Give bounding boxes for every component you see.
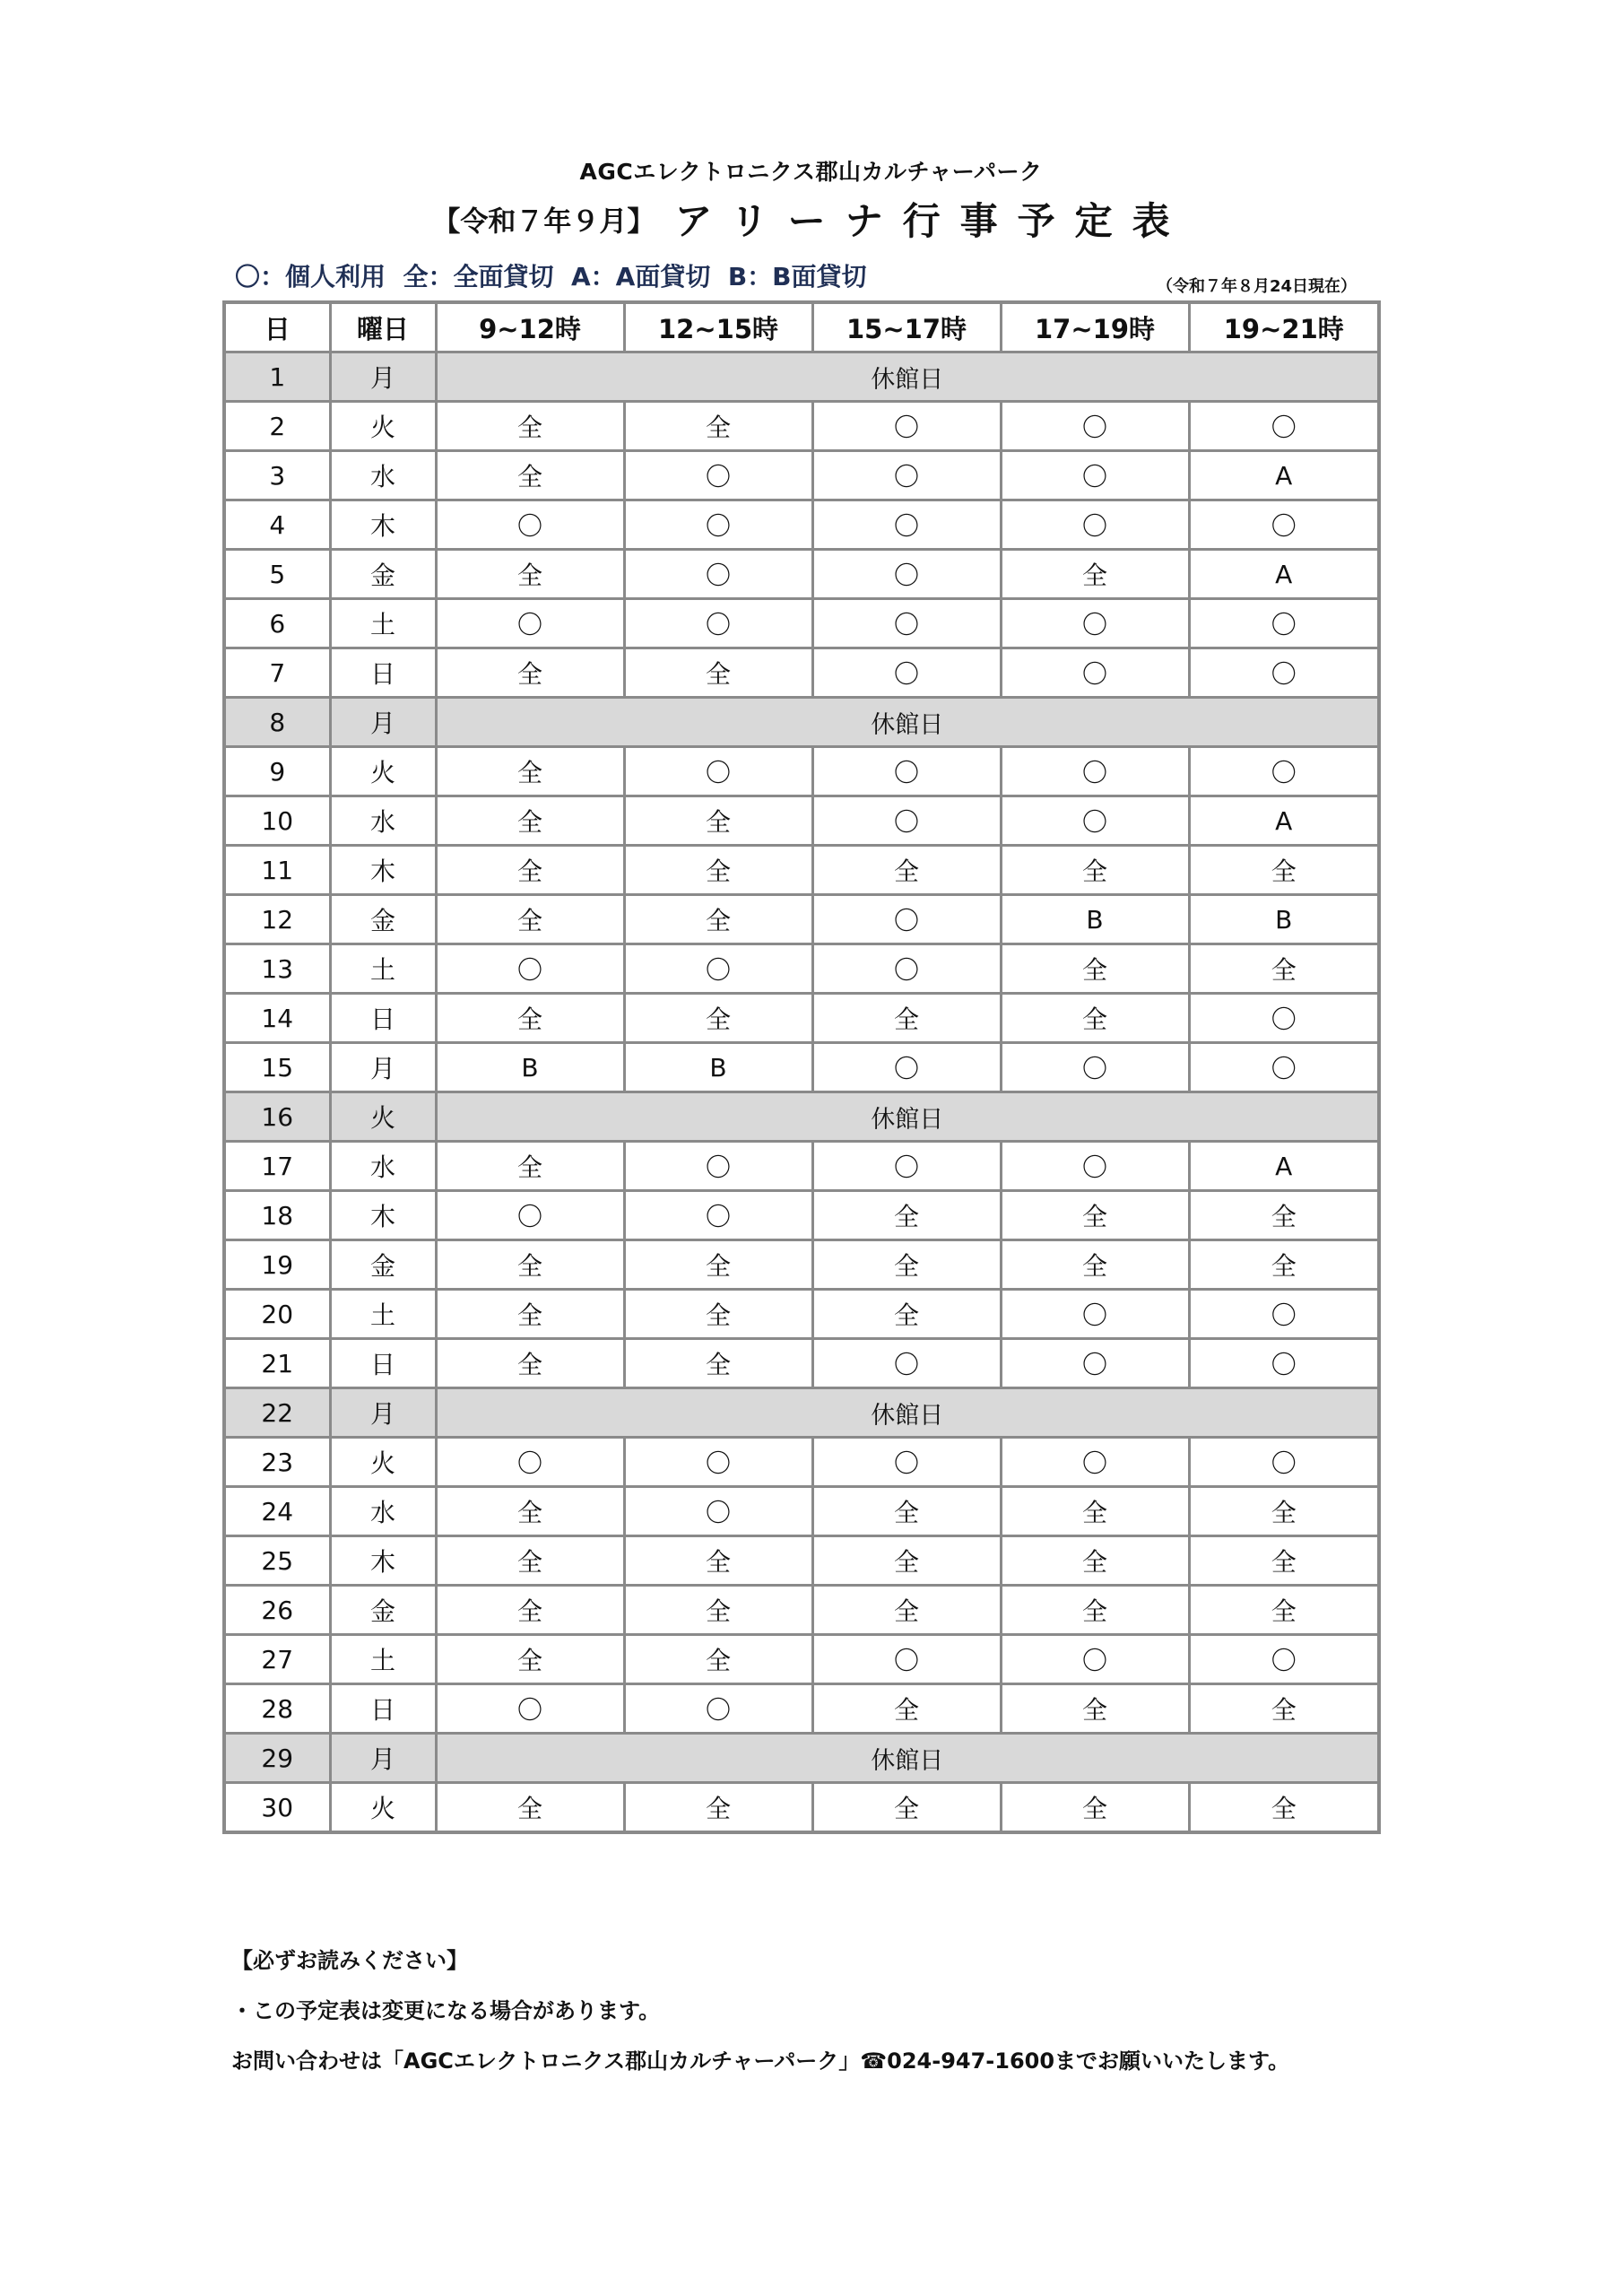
slot-cell: 〇: [624, 1438, 812, 1487]
slot-cell: 全: [812, 994, 1001, 1043]
slot-cell: 全: [436, 747, 624, 796]
table-row: [224, 1487, 1379, 1536]
day-cell: 30: [224, 1783, 330, 1833]
slot-cell: 全: [436, 796, 624, 846]
table-row: [224, 599, 1379, 648]
weekday-cell: 日: [330, 648, 436, 698]
slot-cell: 全: [624, 846, 812, 895]
slot-cell: 〇: [436, 1438, 624, 1487]
slot-cell: 全: [624, 1536, 812, 1586]
slot-cell: 全: [1189, 1684, 1379, 1734]
day-cell: 27: [224, 1635, 330, 1684]
day-cell: 13: [224, 944, 330, 994]
slot-cell: 全: [436, 895, 624, 944]
slot-cell: 〇: [1001, 402, 1189, 451]
page-title: [0, 192, 1622, 246]
slot-cell: 全: [436, 846, 624, 895]
slot-cell: 〇: [436, 1191, 624, 1240]
weekday-cell: 火: [330, 402, 436, 451]
slot-cell: A: [1189, 1142, 1379, 1191]
closed-day-cell: 休館日: [436, 1388, 1379, 1438]
column-header-slot-4: 17~19時: [1001, 302, 1189, 352]
schedule-body: [224, 352, 1379, 1833]
slot-cell: 全: [1001, 1536, 1189, 1586]
day-cell: 16: [224, 1092, 330, 1142]
slot-cell: 〇: [624, 599, 812, 648]
day-cell: 6: [224, 599, 330, 648]
day-cell: 11: [224, 846, 330, 895]
weekday-cell: 日: [330, 994, 436, 1043]
slot-cell: 〇: [1189, 402, 1379, 451]
notes: [231, 1935, 1289, 2086]
day-cell: 2: [224, 402, 330, 451]
slot-cell: 〇: [812, 895, 1001, 944]
weekday-cell: 月: [330, 1734, 436, 1783]
slot-cell: 〇: [812, 944, 1001, 994]
slot-cell: 全: [812, 1290, 1001, 1339]
slot-cell: 全: [1001, 1783, 1189, 1833]
table-row: [224, 1635, 1379, 1684]
slot-cell: 〇: [1189, 1043, 1379, 1092]
slot-cell: 全: [436, 1635, 624, 1684]
day-cell: 14: [224, 994, 330, 1043]
slot-cell: 〇: [1189, 1438, 1379, 1487]
slot-cell: 全: [1001, 1240, 1189, 1290]
table-row: [224, 994, 1379, 1043]
slot-cell: 全: [1189, 1783, 1379, 1833]
table-row: [224, 1438, 1379, 1487]
slot-cell: 〇: [624, 500, 812, 550]
day-cell: 23: [224, 1438, 330, 1487]
slot-cell: 〇: [436, 599, 624, 648]
table-row: [224, 1684, 1379, 1734]
column-header-slot-5: 19~21時: [1189, 302, 1379, 352]
table-row-closed: [224, 698, 1379, 747]
slot-cell: 全: [624, 1240, 812, 1290]
table-row: [224, 895, 1379, 944]
slot-cell: 〇: [1189, 994, 1379, 1043]
day-cell: 10: [224, 796, 330, 846]
slot-cell: 〇: [1001, 500, 1189, 550]
slot-cell: 全: [1001, 944, 1189, 994]
slot-cell: 全: [1001, 846, 1189, 895]
slot-cell: 全: [1189, 944, 1379, 994]
table-row: [224, 846, 1379, 895]
table-row-closed: [224, 1734, 1379, 1783]
slot-cell: 〇: [1189, 599, 1379, 648]
slot-cell: A: [1189, 451, 1379, 500]
slot-cell: 全: [624, 1290, 812, 1339]
weekday-cell: 月: [330, 698, 436, 747]
slot-cell: 全: [1001, 1487, 1189, 1536]
table-row: [224, 451, 1379, 500]
table-row: [224, 402, 1379, 451]
slot-cell: 全: [1189, 1586, 1379, 1635]
slot-cell: 〇: [812, 402, 1001, 451]
slot-cell: 全: [812, 1586, 1001, 1635]
notes-heading: 【必ずお読みください】: [231, 1948, 468, 1973]
slot-cell: 全: [436, 648, 624, 698]
day-cell: 15: [224, 1043, 330, 1092]
weekday-cell: 金: [330, 550, 436, 599]
slot-cell: 〇: [1001, 1043, 1189, 1092]
slot-cell: 全: [1189, 846, 1379, 895]
weekday-cell: 金: [330, 1586, 436, 1635]
weekday-cell: 日: [330, 1684, 436, 1734]
weekday-cell: 水: [330, 1142, 436, 1191]
weekday-cell: 木: [330, 500, 436, 550]
table-row: [224, 1339, 1379, 1388]
weekday-cell: 土: [330, 599, 436, 648]
column-header-slot-2: 12~15時: [624, 302, 812, 352]
day-cell: 29: [224, 1734, 330, 1783]
weekday-cell: 水: [330, 1487, 436, 1536]
slot-cell: 全: [624, 1339, 812, 1388]
weekday-cell: 木: [330, 1536, 436, 1586]
slot-cell: 〇: [1189, 1635, 1379, 1684]
slot-cell: 〇: [1001, 451, 1189, 500]
table-row: [224, 796, 1379, 846]
table-row-closed: [224, 1092, 1379, 1142]
weekday-cell: 日: [330, 1339, 436, 1388]
slot-cell: 全: [812, 846, 1001, 895]
day-cell: 12: [224, 895, 330, 944]
table-row-closed: [224, 352, 1379, 402]
table-row: [224, 1290, 1379, 1339]
slot-cell: 全: [436, 1783, 624, 1833]
table-row: [224, 1783, 1379, 1833]
table-row: [224, 1043, 1379, 1092]
day-cell: 24: [224, 1487, 330, 1536]
slot-cell: 〇: [812, 1142, 1001, 1191]
slot-cell: 〇: [1001, 1438, 1189, 1487]
weekday-cell: 木: [330, 1191, 436, 1240]
slot-cell: 〇: [1001, 599, 1189, 648]
slot-cell: 〇: [1001, 796, 1189, 846]
day-cell: 7: [224, 648, 330, 698]
table-row: [224, 500, 1379, 550]
day-cell: 28: [224, 1684, 330, 1734]
slot-cell: 〇: [1001, 1339, 1189, 1388]
slot-cell: 全: [624, 1586, 812, 1635]
title-month: 【令和７年９月】: [432, 205, 655, 239]
column-header-weekday: 曜日: [330, 302, 436, 352]
slot-cell: 〇: [436, 944, 624, 994]
weekday-cell: 火: [330, 1783, 436, 1833]
slot-cell: 〇: [624, 1487, 812, 1536]
weekday-cell: 土: [330, 944, 436, 994]
slot-cell: 〇: [1001, 648, 1189, 698]
weekday-cell: 土: [330, 1290, 436, 1339]
slot-cell: 全: [812, 1191, 1001, 1240]
table-row: [224, 1142, 1379, 1191]
day-cell: 5: [224, 550, 330, 599]
column-header-slot-1: 9~12時: [436, 302, 624, 352]
slot-cell: 全: [1001, 550, 1189, 599]
slot-cell: 〇: [436, 1684, 624, 1734]
slot-cell: 全: [436, 550, 624, 599]
slot-cell: 全: [436, 1240, 624, 1290]
slot-cell: 全: [436, 451, 624, 500]
weekday-cell: 木: [330, 846, 436, 895]
title-text: アリーナ行事予定表: [674, 199, 1190, 243]
schedule-table: [222, 300, 1381, 1834]
slot-cell: 全: [436, 1142, 624, 1191]
weekday-cell: 土: [330, 1635, 436, 1684]
slot-cell: 〇: [1189, 1290, 1379, 1339]
slot-cell: 〇: [624, 451, 812, 500]
table-row: [224, 944, 1379, 994]
table-row: [224, 1586, 1379, 1635]
slot-cell: 〇: [812, 1438, 1001, 1487]
slot-cell: A: [1189, 796, 1379, 846]
slot-cell: 〇: [812, 500, 1001, 550]
table-row: [224, 550, 1379, 599]
slot-cell: 〇: [812, 451, 1001, 500]
slot-cell: 全: [1001, 1191, 1189, 1240]
slot-cell: 〇: [812, 599, 1001, 648]
slot-cell: 〇: [1189, 648, 1379, 698]
weekday-cell: 金: [330, 1240, 436, 1290]
day-cell: 4: [224, 500, 330, 550]
slot-cell: 〇: [812, 1635, 1001, 1684]
slot-cell: 全: [436, 1536, 624, 1586]
weekday-cell: 月: [330, 352, 436, 402]
slot-cell: 全: [1189, 1487, 1379, 1536]
slot-cell: 全: [1001, 1586, 1189, 1635]
facility-name: AGCエレクトロニクス郡山カルチャーパーク: [579, 159, 1043, 185]
slot-cell: 全: [1001, 1684, 1189, 1734]
slot-cell: 全: [1001, 994, 1189, 1043]
slot-cell: 〇: [1189, 500, 1379, 550]
column-header-slot-3: 15~17時: [812, 302, 1001, 352]
closed-day-cell: 休館日: [436, 352, 1379, 402]
slot-cell: 全: [812, 1783, 1001, 1833]
slot-cell: 〇: [812, 648, 1001, 698]
slot-cell: 全: [436, 1290, 624, 1339]
slot-cell: 全: [1189, 1240, 1379, 1290]
day-cell: 25: [224, 1536, 330, 1586]
day-cell: 9: [224, 747, 330, 796]
weekday-cell: 月: [330, 1043, 436, 1092]
table-row: [224, 747, 1379, 796]
notes-line-change: ・この予定表は変更になる場合があります。: [231, 1998, 661, 2023]
slot-cell: 全: [436, 1339, 624, 1388]
column-header-day: 日: [224, 302, 330, 352]
slot-cell: 〇: [812, 796, 1001, 846]
slot-cell: 全: [1189, 1536, 1379, 1586]
slot-cell: 〇: [1189, 747, 1379, 796]
day-cell: 3: [224, 451, 330, 500]
slot-cell: 〇: [436, 500, 624, 550]
day-cell: 22: [224, 1388, 330, 1438]
slot-cell: 〇: [1189, 1339, 1379, 1388]
slot-cell: 全: [624, 1783, 812, 1833]
weekday-cell: 火: [330, 1092, 436, 1142]
day-cell: 18: [224, 1191, 330, 1240]
slot-cell: 全: [436, 1487, 624, 1536]
slot-cell: 〇: [1001, 1142, 1189, 1191]
slot-cell: 〇: [624, 1191, 812, 1240]
slot-cell: 全: [624, 796, 812, 846]
slot-cell: 全: [624, 648, 812, 698]
table-row: [224, 1240, 1379, 1290]
slot-cell: 〇: [1001, 1635, 1189, 1684]
slot-cell: 〇: [624, 1684, 812, 1734]
weekday-cell: 金: [330, 895, 436, 944]
slot-cell: 全: [624, 1635, 812, 1684]
closed-day-cell: 休館日: [436, 1734, 1379, 1783]
day-cell: 20: [224, 1290, 330, 1339]
closed-day-cell: 休館日: [436, 1092, 1379, 1142]
notes-line-contact: お問い合わせは「AGCエレクトロニクス郡山カルチャーパーク」☎024-947-1600までお願いいたします。: [231, 2048, 1290, 2074]
slot-cell: B: [436, 1043, 624, 1092]
weekday-cell: 火: [330, 1438, 436, 1487]
slot-cell: B: [624, 1043, 812, 1092]
slot-cell: 全: [812, 1536, 1001, 1586]
day-cell: 17: [224, 1142, 330, 1191]
slot-cell: A: [1189, 550, 1379, 599]
table-row: [224, 648, 1379, 698]
slot-cell: 〇: [812, 1043, 1001, 1092]
slot-cell: B: [1189, 895, 1379, 944]
weekday-cell: 火: [330, 747, 436, 796]
weekday-cell: 月: [330, 1388, 436, 1438]
table-row: [224, 1536, 1379, 1586]
slot-cell: 全: [436, 1586, 624, 1635]
weekday-cell: 水: [330, 796, 436, 846]
table-row-closed: [224, 1388, 1379, 1438]
slot-cell: 〇: [812, 550, 1001, 599]
slot-cell: 〇: [812, 747, 1001, 796]
slot-cell: 全: [624, 402, 812, 451]
slot-cell: 〇: [624, 1142, 812, 1191]
weekday-cell: 水: [330, 451, 436, 500]
slot-cell: 全: [436, 994, 624, 1043]
day-cell: 8: [224, 698, 330, 747]
slot-cell: 〇: [624, 747, 812, 796]
slot-cell: 全: [624, 895, 812, 944]
closed-day-cell: 休館日: [436, 698, 1379, 747]
slot-cell: 全: [812, 1240, 1001, 1290]
as-of-date: （令和７年８月24日現在）: [1157, 277, 1357, 296]
table-row: [224, 1191, 1379, 1240]
day-cell: 19: [224, 1240, 330, 1290]
day-cell: 1: [224, 352, 330, 402]
slot-cell: 〇: [624, 550, 812, 599]
slot-cell: 〇: [1001, 1290, 1189, 1339]
slot-cell: 〇: [624, 944, 812, 994]
slot-cell: B: [1001, 895, 1189, 944]
day-cell: 21: [224, 1339, 330, 1388]
day-cell: 26: [224, 1586, 330, 1635]
slot-cell: 全: [812, 1684, 1001, 1734]
slot-cell: 全: [436, 402, 624, 451]
legend: 〇：個人利用 全：全面貸切 A：A面貸切 B：B面貸切: [235, 262, 867, 291]
table-header-row: [224, 302, 1379, 352]
slot-cell: 〇: [1001, 747, 1189, 796]
slot-cell: 全: [624, 994, 812, 1043]
slot-cell: 全: [1189, 1191, 1379, 1240]
slot-cell: 〇: [812, 1339, 1001, 1388]
slot-cell: 全: [812, 1487, 1001, 1536]
